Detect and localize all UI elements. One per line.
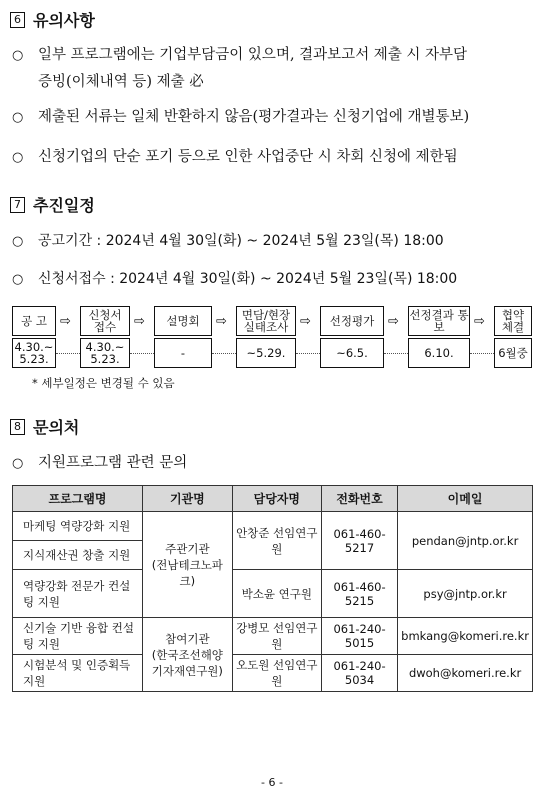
page-number: - 6 -: [261, 776, 283, 789]
program-name: 신기술 기반 융합 컨설팅 지원: [13, 618, 143, 655]
table-header: 기관명: [143, 486, 233, 512]
bullet-circle-icon: ○: [12, 150, 24, 165]
contact-phone: 061-460-5215: [321, 570, 397, 618]
section-6-heading: [10, 8, 95, 31]
table-row: [13, 618, 533, 655]
dotted-connector: [384, 353, 408, 354]
program-name: 시험분석 및 인증획득 지원: [13, 655, 143, 692]
section-title: 유의사항: [33, 11, 95, 30]
flow-step-interview: 면담/현장 실태조사: [236, 306, 296, 336]
flow-step-agreement: 협약 체결: [494, 306, 532, 336]
bullet-circle-icon: ○: [12, 234, 24, 249]
table-header: 이메일: [398, 486, 533, 512]
bullet-circle-icon: ○: [12, 456, 24, 471]
contact-email[interactable]: pendan@jntp.or.kr: [398, 512, 533, 570]
table-header: 프로그램명: [13, 486, 143, 512]
section-7-heading: [10, 193, 95, 216]
section-8-heading: [10, 415, 79, 438]
notice-item-2: ○ 제출된 서류는 일체 반환하지 않음(평가결과는 신청기업에 개별통보): [12, 104, 469, 131]
arrow-right-icon: ⇨: [134, 314, 145, 329]
arrow-right-icon: ⇨: [60, 314, 71, 329]
notice-item-1: ○ 일부 프로그램에는 기업부담금이 있으며, 결과보고서 제출 시 자부담 증빙(이체내역 등) 제출 必: [12, 42, 467, 95]
table-header: 담당자명: [232, 486, 321, 512]
section-title: 추진일정: [33, 196, 95, 215]
inquiry-item: ○ 지원프로그램 관련 문의: [12, 450, 187, 477]
contact-email[interactable]: psy@jntp.or.kr: [398, 570, 533, 618]
table-row: [13, 655, 533, 692]
contact-table: [12, 485, 533, 692]
section-number: 6: [10, 12, 25, 28]
contact-name: 강병모 선임연구원: [232, 618, 321, 655]
arrow-right-icon: ⇨: [300, 314, 311, 329]
table-header: 전화번호: [321, 486, 397, 512]
dotted-connector: [212, 353, 236, 354]
bullet-circle-icon: ○: [12, 110, 24, 125]
contact-phone: 061-240-5015: [321, 618, 397, 655]
contact-phone: 061-460-5217: [321, 512, 397, 570]
arrow-right-icon: ⇨: [216, 314, 227, 329]
contact-phone: 061-240-5034: [321, 655, 397, 692]
section-number: 8: [10, 419, 25, 435]
organization-cell: 참여기관 (한국조선해양 기자재연구원): [143, 618, 233, 692]
schedule-application: ○ 신청서접수 : 2024년 4월 30일(화) ~ 2024년 5월 23일(목) 18:00: [12, 266, 457, 293]
contact-name: 안창준 선임연구원: [232, 512, 321, 570]
flow-step-announcement: 공 고: [12, 306, 56, 336]
program-name: 역량강화 전문가 컨설팅 지원: [13, 570, 143, 618]
notice-item-3: ○ 신청기업의 단순 포기 등으로 인한 사업중단 시 차회 신청에 제한됨: [12, 144, 458, 171]
program-name: 지식재산권 창출 지원: [13, 541, 143, 570]
section-number: 7: [10, 197, 25, 213]
dotted-connector: [130, 353, 154, 354]
table-row: [13, 570, 533, 618]
contact-name: 박소윤 연구원: [232, 570, 321, 618]
program-name: 마케팅 역량강화 지원: [13, 512, 143, 541]
table-row: [13, 512, 533, 541]
flow-date: 6.10.: [408, 338, 470, 368]
flow-date: 6월중: [494, 338, 532, 368]
flow-date: 4.30.~ 5.23.: [12, 338, 56, 368]
bullet-circle-icon: ○: [12, 48, 24, 63]
schedule-note: * 세부일정은 변경될 수 있음: [32, 376, 175, 390]
arrow-right-icon: ⇨: [388, 314, 399, 329]
flow-step-application: 신청서 접수: [80, 306, 130, 336]
bullet-circle-icon: ○: [12, 272, 24, 287]
dotted-connector: [296, 353, 320, 354]
flow-step-briefing: 설명회: [154, 306, 212, 336]
flow-date: -: [154, 338, 212, 368]
flow-date: ~6.5.: [320, 338, 384, 368]
contact-email[interactable]: bmkang@komeri.re.kr: [398, 618, 533, 655]
organization-cell: 주관기관 (전남테크노파크): [143, 512, 233, 618]
flow-step-result-notice: 선정결과 통보: [409, 308, 469, 334]
schedule-announcement: ○ 공고기간 : 2024년 4월 30일(화) ~ 2024년 5월 23일(목) 18:00: [12, 228, 444, 255]
flow-date: 4.30.~ 5.23.: [80, 338, 130, 368]
arrow-right-icon: ⇨: [474, 314, 485, 329]
dotted-connector: [56, 353, 80, 354]
flow-step-evaluation: 선정평가: [320, 306, 384, 336]
section-title: 문의처: [33, 418, 80, 437]
schedule-flow: [12, 306, 532, 368]
table-header-row: [13, 486, 533, 512]
flow-date: ~5.29.: [236, 338, 296, 368]
contact-email[interactable]: dwoh@komeri.re.kr: [398, 655, 533, 692]
dotted-connector: [470, 353, 494, 354]
contact-name: 오도원 선임연구원: [232, 655, 321, 692]
